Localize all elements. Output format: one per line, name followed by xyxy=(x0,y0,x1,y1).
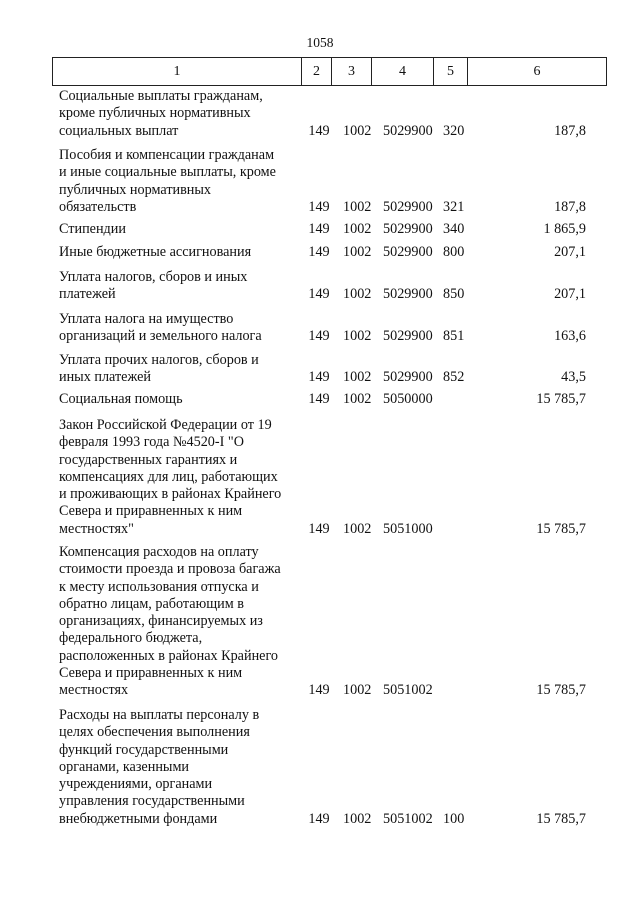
description-line: внебюджетными фондами xyxy=(59,810,218,827)
description-line: Уплата прочих налогов, сборов и xyxy=(59,352,259,368)
header-col-1: 1 xyxy=(173,64,181,79)
col-4-value: 5051002 xyxy=(383,682,433,699)
description-line: Расходы на выплаты персоналу в xyxy=(59,707,260,723)
table-row xyxy=(0,391,640,408)
col-4-value: 5051002 xyxy=(383,810,433,827)
amount-value: 15 785,7 xyxy=(536,520,586,537)
col-3-value: 1002 xyxy=(343,391,372,407)
description-line: Севера и приравненных к ним xyxy=(59,665,243,682)
description-line: публичных нормативных xyxy=(59,181,212,198)
col-2-value: 149 xyxy=(308,520,330,537)
description-line: государственных гарантиях и xyxy=(59,451,238,468)
row-description xyxy=(59,221,299,238)
description-line: местностях" xyxy=(59,520,134,537)
amount-value: 207,1 xyxy=(554,244,586,260)
col-2-value: 149 xyxy=(308,369,330,386)
row-description xyxy=(59,707,299,828)
col-3-value: 1002 xyxy=(343,122,372,139)
col-3-value: 1002 xyxy=(343,682,372,699)
description-line: кроме публичных нормативных xyxy=(59,105,251,122)
description-line: функций государственными xyxy=(59,741,229,758)
description-line: стоимости проезда и провоза багажа xyxy=(59,561,281,578)
description-line: Уплата налога на имущество xyxy=(59,311,234,327)
table-header xyxy=(52,57,607,86)
header-col-2: 2 xyxy=(301,58,331,85)
table-row xyxy=(0,707,640,828)
row-description xyxy=(59,352,299,387)
row-description xyxy=(59,311,299,346)
row-description xyxy=(59,88,299,140)
row-description xyxy=(59,244,299,261)
description-line: учреждениями, органами xyxy=(59,776,213,793)
amount-value: 1 865,9 xyxy=(543,221,586,237)
col-3-value: 1002 xyxy=(343,198,372,215)
amount-value: 15 785,7 xyxy=(536,810,586,827)
row-description xyxy=(59,544,299,700)
col-5-value: 800 xyxy=(443,244,465,260)
description-line: Социальные выплаты гражданам, xyxy=(59,88,263,104)
amount-value: 207,1 xyxy=(554,286,586,303)
table-row xyxy=(0,221,640,238)
description-line: обязательств xyxy=(59,198,137,215)
description-line: целях обеспечения выполнения xyxy=(59,724,250,741)
col-5-value: 320 xyxy=(443,122,465,139)
table-row xyxy=(0,544,640,700)
description-line: платежей xyxy=(59,286,116,303)
description-line: организаций и земельного налога xyxy=(59,328,262,345)
table-row xyxy=(0,269,640,304)
header-col-5: 5 xyxy=(433,58,467,85)
col-4-value: 5029900 xyxy=(383,244,433,260)
col-4-value: 5029900 xyxy=(383,286,433,303)
description-line: управления государственными xyxy=(59,793,245,810)
col-4-value: 5051000 xyxy=(383,520,433,537)
header-col-6: 6 xyxy=(467,58,606,85)
amount-value: 187,8 xyxy=(554,122,586,139)
col-3-value: 1002 xyxy=(343,810,372,827)
table-row xyxy=(0,88,640,140)
col-2-value: 149 xyxy=(308,810,330,827)
col-4-value: 5029900 xyxy=(383,221,433,237)
table-row xyxy=(0,244,640,261)
description-line: Компенсация расходов на оплату xyxy=(59,544,259,560)
amount-value: 163,6 xyxy=(554,328,586,345)
description-line: к месту использования отпуска и xyxy=(59,578,259,595)
col-3-value: 1002 xyxy=(343,244,372,260)
description-line: Иные бюджетные ассигнования xyxy=(59,244,252,260)
description-line: социальных выплат xyxy=(59,122,179,139)
header-col-3: 3 xyxy=(331,58,371,85)
col-3-value: 1002 xyxy=(343,221,372,237)
row-description xyxy=(59,417,299,538)
col-2-value: 149 xyxy=(308,682,330,699)
description-line: иных платежей xyxy=(59,369,151,386)
col-2-value: 149 xyxy=(308,122,330,139)
col-5-value: 852 xyxy=(443,369,465,386)
col-2-value: 149 xyxy=(308,244,330,260)
table-row xyxy=(0,417,640,538)
col-5-value: 851 xyxy=(443,328,465,345)
col-2-value: 149 xyxy=(308,328,330,345)
description-line: Закон Российской Федерации от 19 xyxy=(59,417,272,433)
col-5-value: 340 xyxy=(443,221,465,237)
col-4-value: 5029900 xyxy=(383,198,433,215)
row-description xyxy=(59,269,299,304)
col-4-value: 5029900 xyxy=(383,122,433,139)
description-line: и проживающих в районах Крайнего xyxy=(59,486,282,503)
description-line: Пособия и компенсации гражданам xyxy=(59,147,275,163)
col-4-value: 5029900 xyxy=(383,369,433,386)
col-4-value: 5029900 xyxy=(383,328,433,345)
row-description xyxy=(59,147,299,216)
col-2-value: 149 xyxy=(308,198,330,215)
description-line: Социальная помощь xyxy=(59,391,183,407)
description-line: Уплата налогов, сборов и иных xyxy=(59,269,248,285)
description-line: организациях, финансируемых из xyxy=(59,613,263,630)
amount-value: 15 785,7 xyxy=(536,682,586,699)
description-line: расположенных в районах Крайнего xyxy=(59,647,279,664)
description-line: и иные социальные выплаты, кроме xyxy=(59,164,276,181)
col-2-value: 149 xyxy=(308,286,330,303)
col-5-value: 321 xyxy=(443,198,465,215)
description-line: федерального бюджета, xyxy=(59,630,203,647)
col-4-value: 5050000 xyxy=(383,391,433,407)
col-2-value: 149 xyxy=(308,391,330,407)
table-row xyxy=(0,352,640,387)
description-line: Севера и приравненных к ним xyxy=(59,503,243,520)
description-line: местностях xyxy=(59,682,129,699)
row-description xyxy=(59,391,299,408)
page-number: 1058 xyxy=(306,35,334,50)
amount-value: 43,5 xyxy=(561,369,586,386)
description-line: органами, казенными xyxy=(59,758,190,775)
col-3-value: 1002 xyxy=(343,369,372,386)
col-5-value: 100 xyxy=(443,810,465,827)
col-3-value: 1002 xyxy=(343,286,372,303)
amount-value: 187,8 xyxy=(554,198,586,215)
table-row xyxy=(0,311,640,346)
description-line: обратно лицам, работающим в xyxy=(59,595,244,612)
amount-value: 15 785,7 xyxy=(536,391,586,407)
description-line: Стипендии xyxy=(59,221,126,237)
description-line: компенсациях для лиц, работающих xyxy=(59,468,278,485)
col-2-value: 149 xyxy=(308,221,330,237)
col-3-value: 1002 xyxy=(343,520,372,537)
table-row xyxy=(0,147,640,216)
description-line: февраля 1993 года №4520-I "О xyxy=(59,434,244,451)
col-3-value: 1002 xyxy=(343,328,372,345)
col-5-value: 850 xyxy=(443,286,465,303)
header-col-4: 4 xyxy=(371,58,433,85)
